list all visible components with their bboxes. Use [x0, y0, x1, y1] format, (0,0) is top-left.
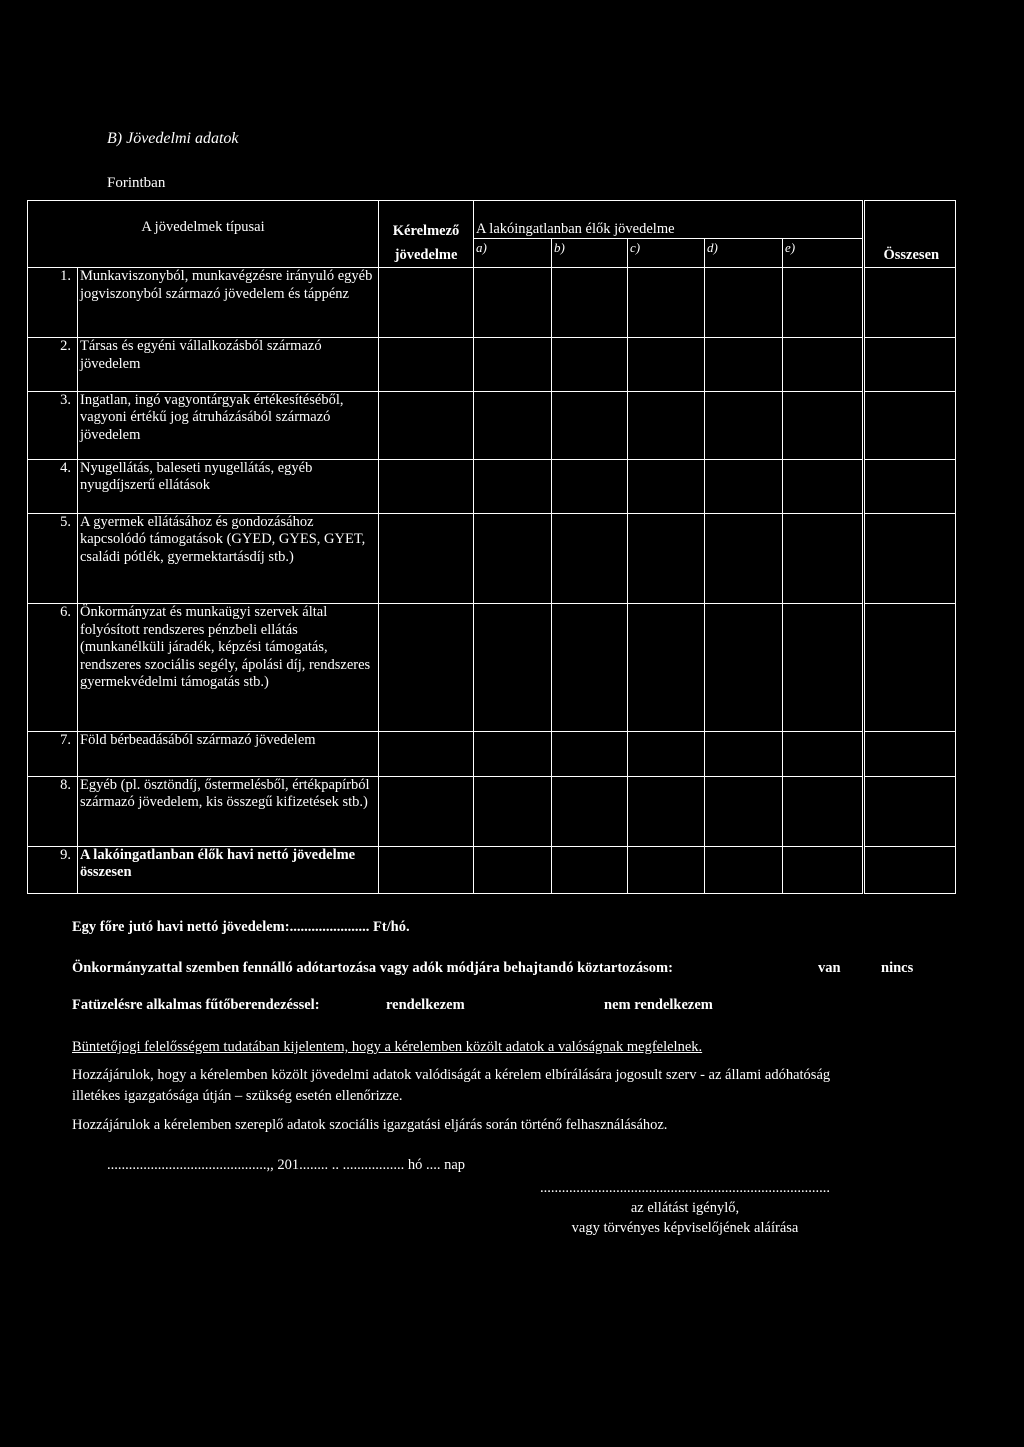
liability-declaration: Büntetőjogi felelősségem tudatában kijelentem, hogy a kérelemben közölt adatok a valóságnak megfelelnek. [72, 1039, 703, 1055]
applicant-income-cell[interactable] [379, 732, 474, 776]
header-applicant [379, 201, 474, 268]
household-c-cell[interactable] [628, 338, 705, 391]
date-line[interactable]: ............................................,, 201........ .. ................. hó .... nap [107, 1157, 466, 1173]
debt-option-van[interactable]: van [818, 960, 841, 976]
household-a-cell[interactable] [474, 513, 552, 603]
signature-caption-2: vagy törvényes képviselőjének aláírása [571, 1220, 799, 1236]
household-c-cell[interactable] [628, 846, 705, 893]
household-b-cell[interactable] [552, 391, 628, 459]
row-number: 8. [28, 776, 78, 846]
household-c-cell[interactable] [628, 459, 705, 513]
household-b-cell[interactable] [552, 732, 628, 776]
header-total: Összesen [864, 201, 956, 268]
household-d-cell[interactable] [705, 338, 783, 391]
household-e-cell[interactable] [783, 338, 864, 391]
consent-tax-verification: Hozzájárulok, hogy a kérelemben közölt jövedelmi adatok valódiságát a kérelem elbírálására jogosult szerv - az állami adóhatóság illetékes igazgatósága útján – szükség esetén ellenőrizze. [72, 1067, 831, 1104]
table-row [28, 391, 956, 459]
household-e-cell[interactable] [783, 268, 864, 338]
table-row [28, 604, 956, 732]
header-income-types: A jövedelmek típusai [28, 201, 379, 268]
total-cell[interactable] [864, 513, 956, 603]
row-label: Ingatlan, ingó vagyontárgyak értékesítéséből, vagyoni értékű jog átruházásából származó jövedelem [78, 391, 379, 459]
applicant-income-cell[interactable] [379, 338, 474, 391]
row-number: 9. [28, 846, 78, 893]
household-c-cell[interactable] [628, 604, 705, 732]
total-cell[interactable] [864, 846, 956, 893]
household-d-cell[interactable] [705, 268, 783, 338]
household-d-cell[interactable] [705, 732, 783, 776]
table-row [28, 732, 956, 776]
header-sub-b: b) [552, 239, 628, 268]
row-label: Föld bérbeadásából származó jövedelem [78, 732, 379, 776]
applicant-income-cell[interactable] [379, 846, 474, 893]
header-applicant-line2: jövedelme [394, 247, 458, 263]
header-sub-e: e) [783, 239, 864, 268]
applicant-income-cell[interactable] [379, 513, 474, 603]
table-row [28, 268, 956, 338]
household-b-cell[interactable] [552, 846, 628, 893]
household-c-cell[interactable] [628, 732, 705, 776]
total-cell[interactable] [864, 391, 956, 459]
table-row [28, 513, 956, 603]
household-d-cell[interactable] [705, 846, 783, 893]
per-capita-income: Egy főre jutó havi nettó jövedelem:...................... Ft/hó. [72, 919, 410, 935]
household-a-cell[interactable] [474, 732, 552, 776]
applicant-income-cell[interactable] [379, 268, 474, 338]
household-b-cell[interactable] [552, 513, 628, 603]
household-e-cell[interactable] [783, 604, 864, 732]
household-a-cell[interactable] [474, 268, 552, 338]
household-d-cell[interactable] [705, 604, 783, 732]
applicant-income-cell[interactable] [379, 776, 474, 846]
row-label: A gyermek ellátásához és gondozásához kapcsolódó támogatások (GYED, GYES, GYET, családi pótlék, gyermektartásdíj stb.) [78, 513, 379, 603]
row-number: 7. [28, 732, 78, 776]
total-cell[interactable] [864, 338, 956, 391]
household-a-cell[interactable] [474, 338, 552, 391]
household-e-cell[interactable] [783, 846, 864, 893]
header-household: A lakóingatlanban élők jövedelme [474, 201, 864, 239]
row-label: Nyugellátás, baleseti nyugellátás, egyéb nyugdíjszerű ellátások [78, 459, 379, 513]
applicant-income-cell[interactable] [379, 459, 474, 513]
total-cell[interactable] [864, 459, 956, 513]
currency-unit: Forintban [107, 175, 166, 191]
table-row [28, 776, 956, 846]
household-a-cell[interactable] [474, 846, 552, 893]
household-b-cell[interactable] [552, 338, 628, 391]
household-b-cell[interactable] [552, 459, 628, 513]
total-cell[interactable] [864, 268, 956, 338]
household-e-cell[interactable] [783, 776, 864, 846]
consent-data-use: Hozzájárulok a kérelemben szereplő adatok szociális igazgatási eljárás során történő felhasználásához. [72, 1117, 668, 1133]
total-cell[interactable] [864, 732, 956, 776]
row-label: Munkaviszonyból, munkavégzésre irányuló egyéb jogviszonyból származó jövedelem és táppénz [78, 268, 379, 338]
signature-caption-1: az ellátást igénylő, [630, 1200, 740, 1216]
heating-option-no[interactable]: nem rendelkezem [604, 997, 713, 1013]
household-a-cell[interactable] [474, 776, 552, 846]
applicant-income-cell[interactable] [379, 604, 474, 732]
row-number: 1. [28, 268, 78, 338]
header-sub-d: d) [705, 239, 783, 268]
heating-statement: Fatüzelésre alkalmas fűtőberendezéssel: [72, 997, 320, 1013]
debt-statement: Önkormányzattal szemben fennálló adótartozása vagy adók módjára behajtandó köztartozásom: [72, 960, 673, 976]
heating-option-yes[interactable]: rendelkezem [386, 997, 465, 1013]
header-sub-a: a) [474, 239, 552, 268]
debt-option-nincs[interactable]: nincs [881, 960, 914, 976]
household-b-cell[interactable] [552, 604, 628, 732]
applicant-income-cell[interactable] [379, 391, 474, 459]
household-d-cell[interactable] [705, 776, 783, 846]
household-d-cell[interactable] [705, 459, 783, 513]
income-table [27, 200, 956, 894]
total-cell[interactable] [864, 604, 956, 732]
signature-block [530, 1180, 840, 1237]
row-number: 2. [28, 338, 78, 391]
household-c-cell[interactable] [628, 776, 705, 846]
row-number: 4. [28, 459, 78, 513]
row-number: 6. [28, 604, 78, 732]
table-row [28, 338, 956, 391]
header-applicant-line1: Kérelmező [392, 223, 460, 239]
table-row-total [28, 846, 956, 893]
row-number: 5. [28, 513, 78, 603]
section-heading: B) Jövedelmi adatok [107, 130, 239, 147]
household-a-cell[interactable] [474, 604, 552, 732]
row-number: 3. [28, 391, 78, 459]
household-c-cell[interactable] [628, 268, 705, 338]
household-b-cell[interactable] [552, 776, 628, 846]
household-e-cell[interactable] [783, 513, 864, 603]
household-e-cell[interactable] [783, 459, 864, 513]
row-label: A lakóingatlanban élők havi nettó jövedelme összesen [78, 846, 379, 893]
household-a-cell[interactable] [474, 459, 552, 513]
household-e-cell[interactable] [783, 732, 864, 776]
row-label: Önkormányzat és munkaügyi szervek által folyósított rendszeres pénzbeli ellátás (munkanélküli járadék, képzési támogatás, rendszeres szociális segély, ápolási díj, rendszeres gyermekvédelmi támogatás stb.) [78, 604, 379, 732]
total-cell[interactable] [864, 776, 956, 846]
row-label: Társas és egyéni vállalkozásból származó jövedelem [78, 338, 379, 391]
household-c-cell[interactable] [628, 513, 705, 603]
household-a-cell[interactable] [474, 391, 552, 459]
header-sub-c: c) [628, 239, 705, 268]
row-label: Egyéb (pl. ösztöndíj, őstermelésből, értékpapírból származó jövedelem, kis összegű kifizetések stb.) [78, 776, 379, 846]
household-b-cell[interactable] [552, 268, 628, 338]
table-row [28, 459, 956, 513]
household-c-cell[interactable] [628, 391, 705, 459]
household-e-cell[interactable] [783, 391, 864, 459]
household-d-cell[interactable] [705, 391, 783, 459]
household-d-cell[interactable] [705, 513, 783, 603]
signature-line[interactable]: ................................................................................ [540, 1180, 830, 1196]
